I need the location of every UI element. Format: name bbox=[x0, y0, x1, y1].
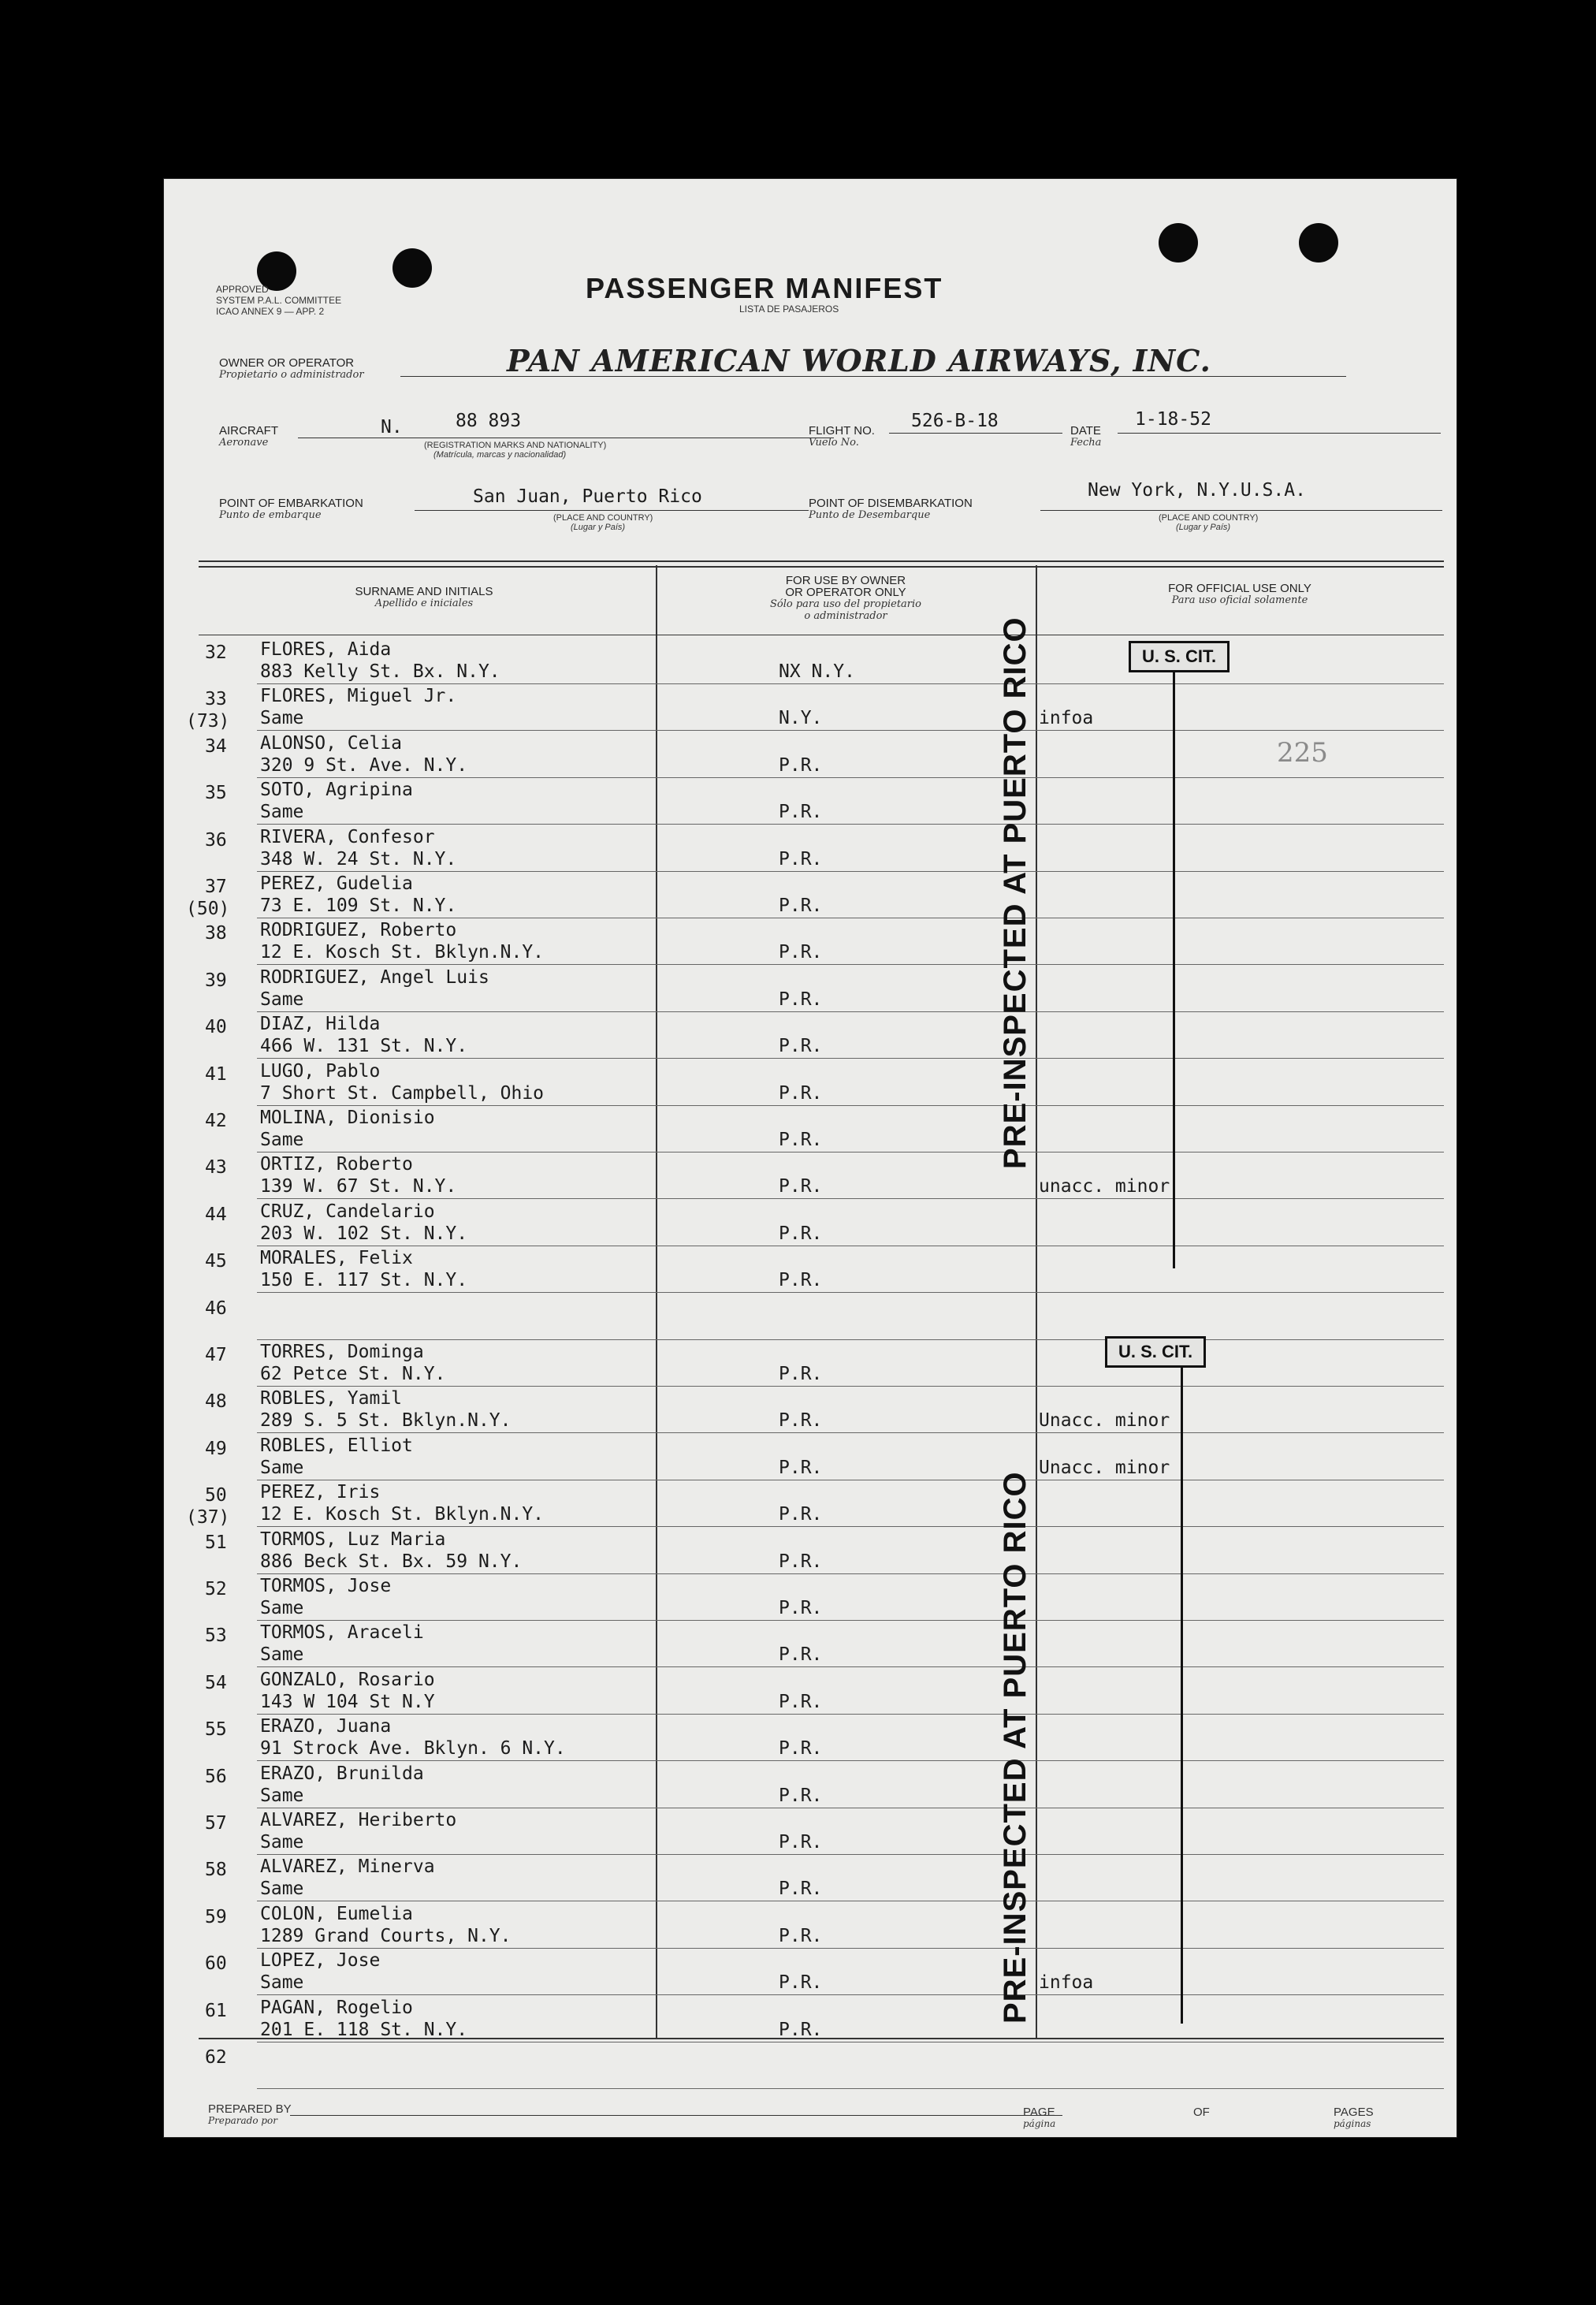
underline bbox=[1118, 433, 1441, 434]
passenger-name: RIVERA, Confesor bbox=[260, 826, 435, 847]
owner-entry: P.R. bbox=[779, 754, 823, 776]
passenger-name: PAGAN, Rogelio bbox=[260, 1997, 413, 2018]
embarkation-label: POINT OF EMBARKATION Punto de embarque bbox=[219, 497, 363, 521]
owner-entry: P.R. bbox=[779, 1223, 823, 1244]
passenger-number: 59 bbox=[205, 1906, 227, 1927]
passenger-address: Same bbox=[260, 708, 304, 729]
owner-entry: P.R. bbox=[779, 1879, 823, 1900]
official-note: Unacc. minor bbox=[1039, 1457, 1170, 1478]
column-divider bbox=[1036, 565, 1037, 2038]
header-rule bbox=[199, 560, 1444, 562]
passenger-name: MOLINA, Dionisio bbox=[260, 1108, 435, 1128]
owner-entry: P.R. bbox=[779, 1785, 823, 1806]
passenger-address: 1289 Grand Courts, N.Y. bbox=[260, 1925, 512, 1946]
passenger-address: 91 Strock Ave. Bklyn. 6 N.Y. bbox=[260, 1738, 566, 1759]
us-citizen-stamp: U. S. CIT. bbox=[1129, 641, 1230, 672]
place-note-es: (Lugar y País) bbox=[1176, 523, 1231, 532]
passenger-number: 54 bbox=[205, 1672, 227, 1693]
disembarkation-value: New York, N.Y.U.S.A. bbox=[1088, 480, 1306, 501]
passenger-number: 52 bbox=[205, 1579, 227, 1599]
passenger-name: COLON, Eumelia bbox=[260, 1903, 413, 1924]
owner-entry: P.R. bbox=[779, 1082, 823, 1104]
passenger-number: 43 bbox=[205, 1157, 227, 1179]
passenger-name: FLORES, Miguel Jr. bbox=[260, 686, 457, 707]
row-line bbox=[257, 1994, 1444, 1995]
passenger-number: 55 bbox=[205, 1719, 227, 1741]
passenger-count: (37) bbox=[186, 1507, 230, 1529]
flight-label: FLIGHT NO. Vuelo No. bbox=[809, 424, 875, 449]
owner-entry: P.R. bbox=[779, 848, 823, 869]
row-line bbox=[257, 824, 1444, 825]
owner-entry: NX N.Y. bbox=[779, 661, 855, 682]
underline bbox=[1040, 510, 1442, 511]
underline bbox=[415, 510, 809, 511]
owner-entry: P.R. bbox=[779, 896, 823, 916]
passenger-address: Same bbox=[260, 1457, 304, 1478]
column-divider bbox=[656, 565, 657, 2038]
owner-entry: P.R. bbox=[779, 2019, 823, 2040]
pre-inspected-stamp: PRE-INSPECTED AT PUERTO RICO bbox=[998, 1471, 1032, 2024]
row-line bbox=[257, 2088, 1444, 2089]
row-line bbox=[257, 1620, 1444, 1621]
row-line bbox=[257, 1292, 1444, 1293]
row-line bbox=[257, 730, 1444, 731]
passenger-address: 203 W. 102 St. N.Y. bbox=[260, 1223, 468, 1244]
page-label: PAGE página bbox=[1023, 2106, 1056, 2129]
passenger-count: (73) bbox=[186, 711, 230, 732]
passenger-number: 61 bbox=[205, 2000, 227, 2021]
punch-hole bbox=[1299, 223, 1338, 263]
passenger-number: 37 bbox=[205, 877, 227, 897]
bracket-line bbox=[1181, 1368, 1183, 2024]
owner-entry: P.R. bbox=[779, 989, 823, 1010]
passenger-address: 150 E. 117 St. N.Y. bbox=[260, 1270, 468, 1291]
owner-column-header: FOR USE BY OWNER OR OPERATOR ONLY Sólo para uso del propietario o administrador bbox=[769, 574, 922, 622]
approval-line: ICAO ANNEX 9 — APP. 2 bbox=[216, 306, 325, 317]
owner-label: OWNER OR OPERATOR Propietario o administrador bbox=[219, 356, 364, 381]
row-line bbox=[257, 1339, 1444, 1340]
row-line bbox=[257, 1666, 1444, 1667]
passenger-number: 45 bbox=[205, 1251, 227, 1272]
passenger-name: ERAZO, Juana bbox=[260, 1716, 392, 1737]
passenger-address: 73 E. 109 St. N.Y. bbox=[260, 896, 457, 916]
row-line bbox=[257, 964, 1444, 965]
row-line bbox=[257, 777, 1444, 778]
aircraft-prefix: N. bbox=[381, 417, 403, 438]
passenger-number: 38 bbox=[205, 923, 227, 944]
passenger-name: FLORES, Aida bbox=[260, 639, 392, 660]
pencil-annotation: 225 bbox=[1277, 737, 1328, 769]
owner-entry: P.R. bbox=[779, 1691, 823, 1712]
row-line bbox=[257, 1432, 1444, 1433]
header-rule bbox=[199, 566, 1444, 568]
owner-entry: P.R. bbox=[779, 1410, 823, 1432]
owner-entry: P.R. bbox=[779, 1036, 823, 1057]
passenger-address: 201 E. 118 St. N.Y. bbox=[260, 2019, 468, 2040]
passenger-name: ALVAREZ, Heriberto bbox=[260, 1810, 457, 1830]
passenger-number: 36 bbox=[205, 829, 227, 851]
owner-entry: P.R. bbox=[779, 1832, 823, 1853]
passenger-address: 139 W. 67 St. N.Y. bbox=[260, 1176, 457, 1197]
form-subtitle: LISTA DE PASAJEROS bbox=[739, 303, 839, 315]
pages-label: PAGES páginas bbox=[1334, 2106, 1374, 2129]
passenger-name: RODRIGUEZ, Angel Luis bbox=[260, 966, 489, 988]
passenger-address: Same bbox=[260, 1598, 304, 1618]
official-column-header: FOR OFFICIAL USE ONLY Para uso oficial solamente bbox=[1168, 582, 1311, 606]
punch-hole bbox=[1159, 223, 1198, 263]
embarkation-value: San Juan, Puerto Rico bbox=[473, 486, 702, 507]
passenger-address: 12 E. Kosch St. Bklyn.N.Y. bbox=[260, 942, 545, 963]
passenger-number: 40 bbox=[205, 1017, 227, 1038]
passenger-address: Same bbox=[260, 1879, 304, 1900]
passenger-address: 466 W. 131 St. N.Y. bbox=[260, 1036, 468, 1057]
owner-entry: P.R. bbox=[779, 1551, 823, 1572]
row-line bbox=[257, 683, 1444, 684]
passenger-address: Same bbox=[260, 802, 304, 823]
flight-value: 526-B-18 bbox=[911, 411, 999, 431]
footer-rule bbox=[199, 2038, 1444, 2039]
registration-note-es: (Matrícula, marcas y nacionalidad) bbox=[433, 450, 567, 460]
row-line bbox=[257, 1714, 1444, 1715]
surname-column-header: SURNAME AND INITIALS Apellido e iniciales bbox=[355, 585, 493, 609]
passenger-address: Same bbox=[260, 1832, 304, 1853]
passenger-name: LOPEZ, Jose bbox=[260, 1950, 381, 1972]
row-line bbox=[257, 1573, 1444, 1574]
passenger-name: ROBLES, Yamil bbox=[260, 1388, 403, 1409]
owner-entry: N.Y. bbox=[779, 708, 823, 729]
passenger-number: 41 bbox=[205, 1063, 227, 1085]
passenger-address: Same bbox=[260, 1972, 304, 1994]
passenger-address: Same bbox=[260, 1785, 304, 1806]
registration-note: (REGISTRATION MARKS AND NATIONALITY) bbox=[424, 441, 607, 450]
passenger-address: 320 9 St. Ave. N.Y. bbox=[260, 754, 468, 776]
owner-entry: P.R. bbox=[779, 1598, 823, 1618]
passenger-name: ORTIZ, Roberto bbox=[260, 1154, 413, 1175]
owner-entry: P.R. bbox=[779, 1176, 823, 1197]
passenger-address: Same bbox=[260, 1130, 304, 1150]
passenger-name: RODRIGUEZ, Roberto bbox=[260, 920, 457, 941]
passenger-number: 53 bbox=[205, 1625, 227, 1647]
passenger-name: TORMOS, Jose bbox=[260, 1576, 392, 1596]
passenger-address: 289 S. 5 St. Bklyn.N.Y. bbox=[260, 1410, 512, 1432]
owner-entry: P.R. bbox=[779, 1270, 823, 1291]
passenger-name: CRUZ, Candelario bbox=[260, 1201, 435, 1222]
owner-entry: P.R. bbox=[779, 1457, 823, 1478]
place-note-es: (Lugar y País) bbox=[571, 523, 626, 532]
official-note: unacc. minor bbox=[1039, 1176, 1170, 1197]
passenger-number: 62 bbox=[205, 2047, 227, 2068]
passenger-number: 50 bbox=[205, 1485, 227, 1506]
passenger-number: 42 bbox=[205, 1111, 227, 1131]
passenger-name: GONZALO, Rosario bbox=[260, 1669, 435, 1690]
aircraft-value: 88 893 bbox=[456, 411, 522, 431]
passenger-name: PEREZ, Gudelia bbox=[260, 873, 413, 894]
passenger-address: 886 Beck St. Bx. 59 N.Y. bbox=[260, 1551, 523, 1572]
passenger-number: 57 bbox=[205, 1813, 227, 1834]
row-line bbox=[257, 1526, 1444, 1527]
place-note: (PLACE AND COUNTRY) bbox=[1159, 513, 1259, 523]
passenger-name: ERAZO, Brunilda bbox=[260, 1763, 424, 1784]
passenger-name: PEREZ, Iris bbox=[260, 1482, 381, 1503]
passenger-number: 46 bbox=[205, 1298, 227, 1319]
underline bbox=[290, 2115, 1062, 2116]
passenger-number: 33 bbox=[205, 689, 227, 710]
row-line bbox=[257, 871, 1444, 872]
official-note: infoa bbox=[1039, 1972, 1094, 1994]
row-line bbox=[257, 1854, 1444, 1855]
manifest-page bbox=[163, 178, 1457, 2138]
passenger-name: LUGO, Pablo bbox=[260, 1060, 381, 1082]
form-title: PASSENGER MANIFEST bbox=[586, 272, 943, 304]
of-label: OF bbox=[1193, 2106, 1210, 2119]
passenger-number: 51 bbox=[205, 1532, 227, 1553]
row-line bbox=[257, 1011, 1444, 1012]
pre-inspected-stamp: PRE-INSPECTED AT PUERTO RICO bbox=[998, 616, 1032, 1169]
passenger-address: 143 W 104 St N.Y bbox=[260, 1691, 435, 1712]
owner-entry: P.R. bbox=[779, 942, 823, 963]
prepared-by-label: PREPARED BY Preparado por bbox=[208, 2102, 292, 2126]
official-note: infoa bbox=[1039, 708, 1094, 729]
owner-entry: P.R. bbox=[779, 1130, 823, 1150]
underline bbox=[400, 376, 1346, 377]
passenger-number: 34 bbox=[205, 735, 227, 757]
owner-entry: P.R. bbox=[779, 1644, 823, 1666]
row-line bbox=[257, 1058, 1444, 1059]
passenger-number: 47 bbox=[205, 1345, 227, 1365]
owner-entry: P.R. bbox=[779, 1925, 823, 1946]
passenger-address: Same bbox=[260, 989, 304, 1010]
row-line bbox=[257, 1948, 1444, 1949]
passenger-number: 35 bbox=[205, 783, 227, 804]
row-line bbox=[257, 1760, 1444, 1761]
aircraft-label: AIRCRAFT Aeronave bbox=[219, 424, 278, 449]
passenger-name: TORMOS, Araceli bbox=[260, 1622, 424, 1644]
passenger-address: 62 Petce St. N.Y. bbox=[260, 1364, 446, 1384]
passenger-address: 883 Kelly St. Bx. N.Y. bbox=[260, 661, 500, 682]
passenger-name: ALONSO, Celia bbox=[260, 732, 403, 754]
passenger-name: MORALES, Felix bbox=[260, 1248, 413, 1269]
place-note: (PLACE AND COUNTRY) bbox=[553, 513, 653, 523]
passenger-address: 7 Short St. Campbell, Ohio bbox=[260, 1082, 545, 1104]
owner-entry: P.R. bbox=[779, 1972, 823, 1994]
passenger-number: 58 bbox=[205, 1860, 227, 1881]
passenger-name: DIAZ, Hilda bbox=[260, 1014, 381, 1035]
date-label: DATE Fecha bbox=[1070, 424, 1102, 449]
underline bbox=[889, 433, 1062, 434]
owner-entry: P.R. bbox=[779, 1364, 823, 1384]
row-line bbox=[257, 1198, 1444, 1199]
bracket-line bbox=[1173, 672, 1175, 1268]
passenger-address: 12 E. Kosch St. Bklyn.N.Y. bbox=[260, 1504, 545, 1525]
punch-hole bbox=[392, 248, 432, 288]
passenger-count: (50) bbox=[186, 899, 230, 919]
us-citizen-stamp: U. S. CIT. bbox=[1105, 1336, 1206, 1368]
passenger-name: SOTO, Agripina bbox=[260, 780, 413, 801]
passenger-number: 48 bbox=[205, 1391, 227, 1413]
approval-line: SYSTEM P.A.L. COMMITTEE bbox=[216, 295, 342, 306]
official-note: Unacc. minor bbox=[1039, 1410, 1170, 1432]
passenger-number: 49 bbox=[205, 1438, 227, 1459]
row-line bbox=[257, 1386, 1444, 1387]
passenger-number: 32 bbox=[205, 642, 227, 663]
date-value: 1-18-52 bbox=[1135, 409, 1211, 430]
owner-entry: P.R. bbox=[779, 1738, 823, 1759]
approval-line: APPROVED bbox=[216, 284, 269, 295]
passenger-number: 44 bbox=[205, 1204, 227, 1225]
passenger-name: TORMOS, Luz Maria bbox=[260, 1529, 446, 1550]
row-line bbox=[257, 1105, 1444, 1106]
disembarkation-label: POINT OF DISEMBARKATION Punto de Desembarque bbox=[809, 497, 973, 521]
owner-value: PAN AMERICAN WORLD AIRWAYS, INC. bbox=[507, 343, 1211, 378]
owner-entry: P.R. bbox=[779, 1504, 823, 1525]
passenger-number: 39 bbox=[205, 970, 227, 991]
passenger-number: 56 bbox=[205, 1766, 227, 1787]
passenger-name: ALVAREZ, Minerva bbox=[260, 1856, 435, 1878]
passenger-address: Same bbox=[260, 1644, 304, 1666]
passenger-address: 348 W. 24 St. N.Y. bbox=[260, 848, 457, 869]
owner-entry: P.R. bbox=[779, 802, 823, 823]
passenger-number: 60 bbox=[205, 1953, 227, 1975]
passenger-name: ROBLES, Elliot bbox=[260, 1435, 413, 1456]
passenger-name: TORRES, Dominga bbox=[260, 1342, 424, 1362]
